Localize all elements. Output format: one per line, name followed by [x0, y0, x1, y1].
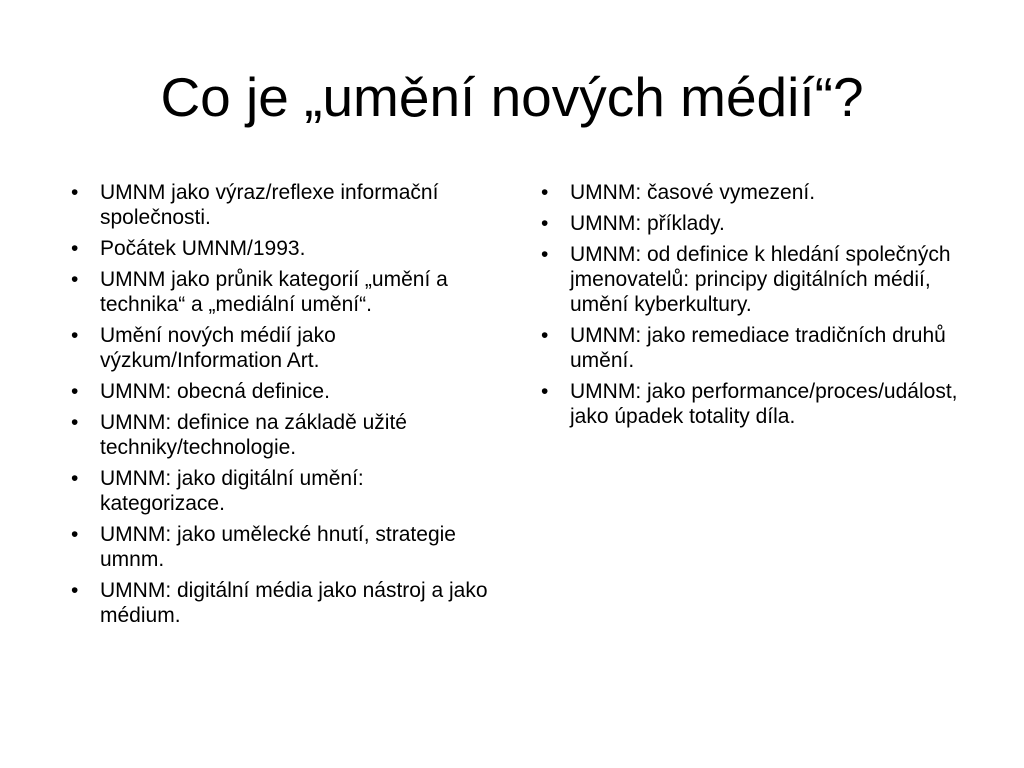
bullet-text: UMNM: digitální média jako nástroj a jako médium. [100, 579, 488, 627]
bullet-icon: • [541, 181, 549, 204]
bullet-text: Umění nových médií jako výzkum/Information Art. [100, 324, 336, 372]
bullet-icon: • [71, 237, 79, 260]
bullet-icon: • [71, 523, 79, 546]
bullet-text: UMNM: obecná definice. [100, 380, 330, 403]
bullet-text: UMNM jako výraz/reflexe informační společnosti. [100, 181, 439, 229]
bullet-text: UMNM: jako remediace tradičních druhů umění. [570, 324, 946, 372]
bullet-text: UMNM jako průnik kategorií „umění a technika“ a „mediální umění“. [100, 268, 448, 316]
bullet-icon: • [71, 411, 79, 434]
left-bullet-list [68, 180, 488, 634]
bullet-item [68, 466, 488, 516]
bullet-icon: • [541, 324, 549, 347]
bullet-item [68, 180, 488, 230]
bullet-text: UMNM: časové vymezení. [570, 181, 816, 204]
bullet-item [68, 236, 488, 261]
bullet-icon: • [71, 380, 79, 403]
bullet-item [68, 522, 488, 572]
bullet-item [538, 242, 978, 317]
bullet-item [68, 267, 488, 317]
bullet-item [538, 180, 978, 205]
bullet-item [68, 410, 488, 460]
bullet-text: UMNM: definice na základě užité techniky/technologie. [100, 411, 407, 459]
bullet-item [538, 211, 978, 236]
bullet-text: UMNM: jako umělecké hnutí, strategie umnm. [100, 523, 456, 571]
slide-title: Co je „umění nových médií“? [160, 66, 864, 128]
bullet-item [68, 578, 488, 628]
bullet-icon: • [541, 380, 549, 403]
bullet-icon: • [541, 212, 549, 235]
bullet-icon: • [71, 324, 79, 347]
bullet-item [68, 379, 488, 404]
bullet-icon: • [71, 268, 79, 291]
right-bullet-list [538, 180, 978, 435]
bullet-text: UMNM: jako performance/proces/událost, jako úpadek totality díla. [570, 380, 958, 428]
bullet-text: UMNM: příklady. [570, 212, 725, 235]
bullet-item [538, 379, 978, 429]
bullet-text: Počátek UMNM/1993. [100, 237, 306, 260]
bullet-icon: • [541, 243, 549, 266]
bullet-text: UMNM: jako digitální umění: kategorizace. [100, 467, 364, 515]
bullet-icon: • [71, 181, 79, 204]
bullet-item [68, 323, 488, 373]
bullet-item [538, 323, 978, 373]
bullet-icon: • [71, 467, 79, 490]
bullet-icon: • [71, 579, 79, 602]
bullet-text: UMNM: od definice k hledání společných jmenovatelů: principy digitálních médií, umění kyberkultury. [570, 243, 951, 316]
